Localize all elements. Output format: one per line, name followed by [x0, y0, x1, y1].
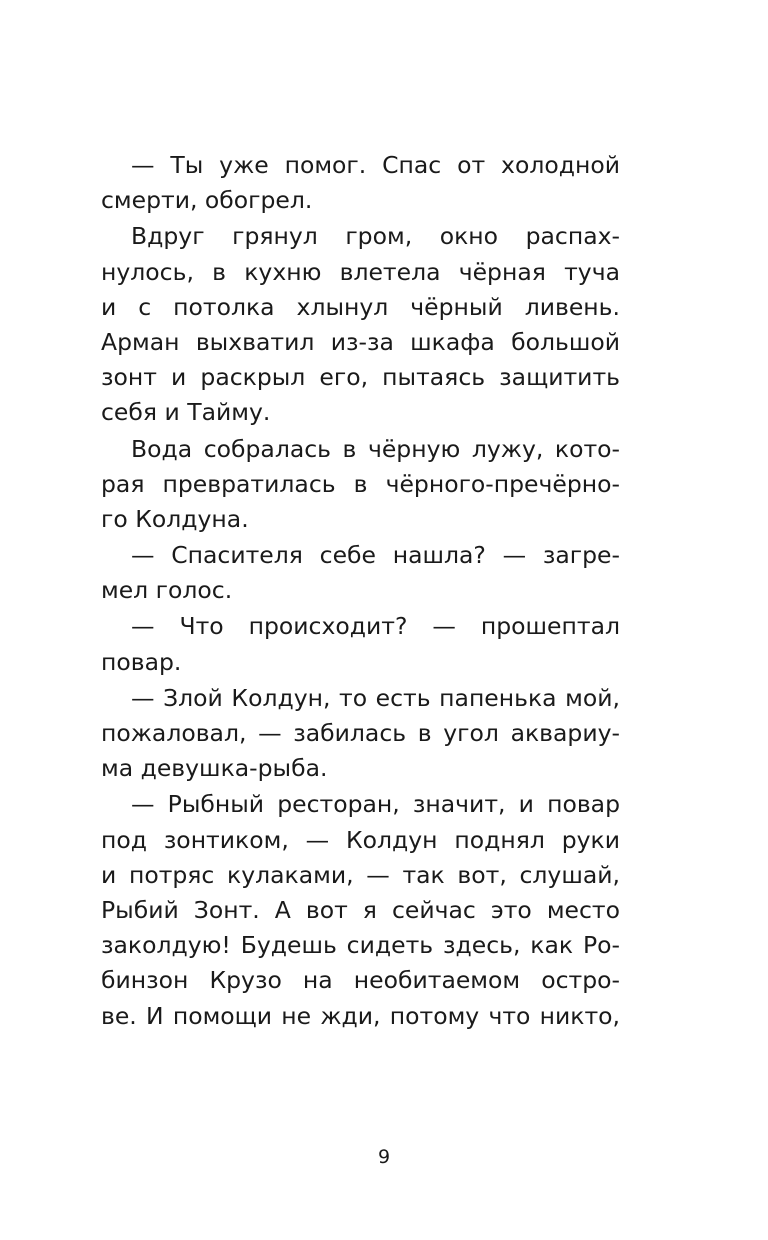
text-line: рая превратилась в чёрного-пречёрно-: [101, 469, 620, 498]
text-line: нулось, в кухню влетела чёрная туча: [101, 257, 620, 286]
text-line: — Злой Колдун, то есть папенька мой,: [131, 683, 620, 712]
page-number: 9: [377, 1146, 391, 1168]
text-line: — Что происходит? — прошептал: [131, 612, 620, 641]
text-line: Арман выхватил из-за шкафа большой: [101, 327, 620, 356]
text-line: го Колдуна.: [101, 504, 249, 533]
text-line: и с потолка хлынул чёрный ливень.: [101, 292, 620, 321]
text-line: под зонтиком, — Колдун поднял руки: [101, 825, 620, 854]
text-line: ве. И помощи не жди, потому что никто,: [101, 1001, 620, 1030]
text-line: бинзон Крузо на необитаемом остро-: [101, 966, 620, 995]
text-line: пожаловал, — забилась в угол аквариу-: [101, 719, 620, 747]
text-line: и потряс кулаками, — так вот, слушай,: [101, 860, 620, 889]
text-line: заколдую! Будешь сидеть здесь, как Ро-: [101, 931, 620, 960]
text-line: Вода собралась в чёрную лужу, кото-: [131, 434, 620, 463]
text-line: — Ты уже помог. Спас от холодной: [131, 151, 620, 179]
text-line: повар.: [101, 647, 182, 676]
text-line: ма девушка-рыба.: [101, 754, 328, 783]
text-line: Вдруг грянул гром, окно распах-: [131, 222, 620, 251]
body-text: [101, 148, 620, 1034]
text-line: смерти, обогрел.: [101, 186, 313, 215]
text-line: — Спасителя себе нашла? — загре-: [131, 541, 620, 570]
text-line: зонт и раскрыл его, пытаясь защитить: [101, 363, 620, 392]
text-line: мел голос.: [101, 576, 233, 605]
text-line: Рыбий Зонт. А вот я сейчас это место: [101, 895, 620, 924]
text-line: — Рыбный ресторан, значит, и повар: [131, 790, 620, 819]
text-line: себя и Тайму.: [101, 398, 271, 427]
